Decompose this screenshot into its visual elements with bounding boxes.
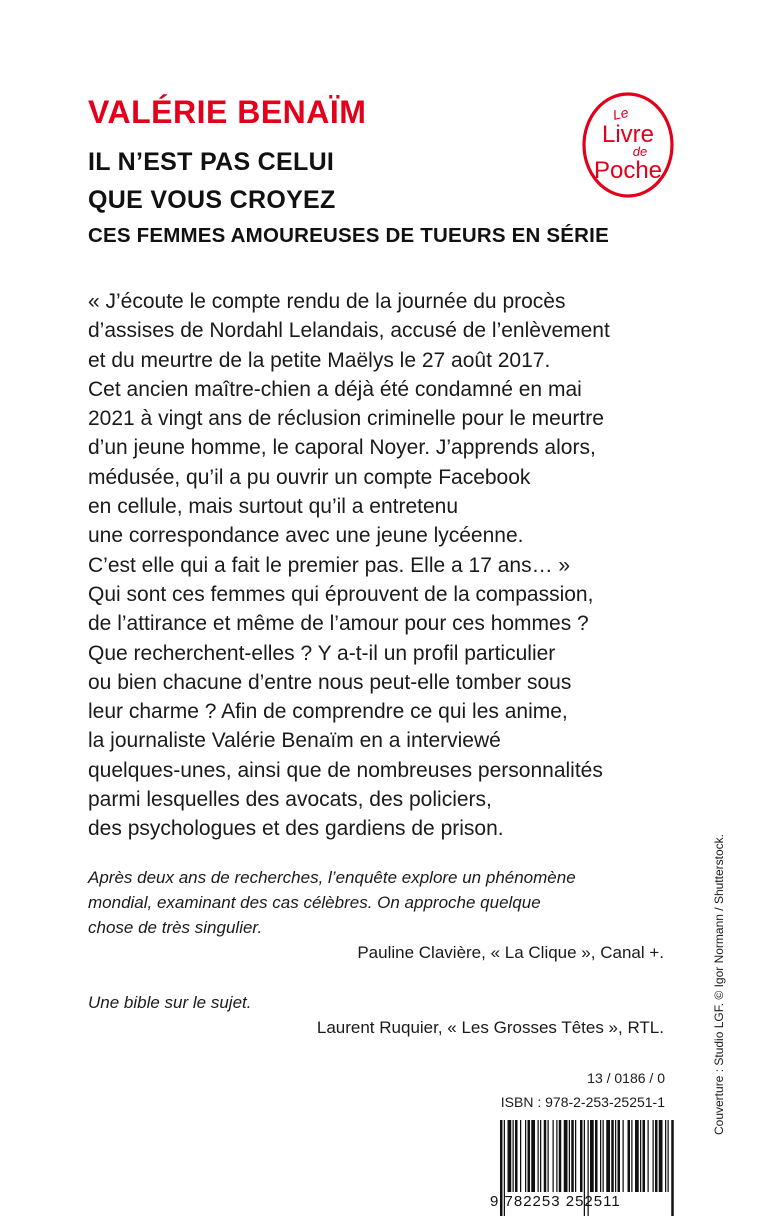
barcode-bar — [659, 1120, 663, 1192]
quote-text-line: chose de très singulier. — [88, 918, 263, 937]
blurb-line: la journaliste Valérie Benaïm en a interviewé — [88, 729, 501, 753]
barcode-bar — [531, 1120, 535, 1192]
blurb-line: d’un jeune homme, le caporal Noyer. J’apprends alors, — [88, 436, 596, 460]
blurb-line: leur charme ? Afin de comprendre ce qui les anime, — [88, 700, 568, 724]
blurb-line: médusée, qu’il a pu ouvrir un compte Facebook — [88, 465, 531, 489]
barcode-bar — [569, 1120, 570, 1192]
quote-attribution: Pauline Clavière, « La Clique », Canal +. — [357, 943, 664, 962]
barcode-digits: 9 782253 252511 — [490, 1193, 621, 1210]
logo-text-le: Le — [611, 104, 630, 123]
barcode-bar — [544, 1120, 547, 1192]
blurb-line: d’assises de Nordahl Lelandais, accusé de l’enlèvement — [88, 319, 610, 343]
quote-text-line: Après deux ans de recherches, l’enquête explore un phénomène — [88, 868, 576, 887]
isbn-number: ISBN : 978-2-253-25251-1 — [500, 1094, 665, 1110]
blurb-line: ou bien chacune d’entre nous peut-elle tomber sous — [88, 670, 572, 694]
barcode-bar — [671, 1120, 674, 1216]
barcode-bar — [540, 1120, 541, 1192]
logo-text-poche: Poche — [593, 157, 663, 184]
barcode-bar — [603, 1120, 604, 1192]
barcode-bar — [513, 1120, 514, 1192]
barcode-bar — [564, 1120, 568, 1192]
barcode-bar — [655, 1120, 658, 1192]
author-name: VALÉRIE BENAÏM — [88, 94, 367, 130]
livre-de-poche-logo — [578, 90, 678, 200]
barcode-bar — [606, 1120, 610, 1192]
barcode-bar — [575, 1120, 576, 1192]
blurb-line: et du meurtre de la petite Maëlys le 27 août 2017. — [88, 348, 551, 372]
barcode-bar — [525, 1120, 526, 1192]
blurb-line: 2021 à vingt ans de réclusion criminelle pour le meurtre — [88, 407, 604, 431]
barcode-bar — [553, 1120, 554, 1192]
barcode-bar — [515, 1120, 518, 1192]
blurb-line: une correspondance avec une jeune lycéenne. — [88, 524, 524, 548]
barcode-bar — [571, 1120, 574, 1192]
blurb-line: C’est elle qui a fait le premier pas. Elle a 17 ans… » — [88, 553, 571, 577]
barcode-bar — [538, 1120, 539, 1192]
barcode-bar — [548, 1120, 549, 1192]
barcode-bar — [648, 1120, 649, 1192]
blurb-line: Qui sont ces femmes qui éprouvent de la compassion, — [88, 582, 594, 606]
press-quote-1 — [88, 865, 688, 965]
barcode-bar — [559, 1120, 562, 1192]
reference-code: 13 / 0186 / 0 — [587, 1070, 665, 1086]
barcode-bar — [590, 1120, 594, 1192]
blurb-line: Que recherchent-elles ? Y a-t-il un profil particulier — [88, 641, 556, 665]
barcode-bar — [640, 1120, 641, 1192]
cover-credit: Couverture : Studio LGF. © Igor Normann / Shutterstock. — [712, 834, 726, 1135]
barcode-bar — [520, 1120, 521, 1192]
quote-text-line: mondial, examinant des cas célèbres. On approche quelque — [88, 893, 541, 912]
barcode-bar — [556, 1120, 557, 1192]
barcode-bar — [528, 1120, 531, 1192]
barcode-bar — [643, 1120, 646, 1192]
blurb-line: des psychologues et des gardiens de prison. — [88, 817, 504, 841]
barcode-bar — [665, 1120, 666, 1192]
blurb-line: de l’attirance et même de l’amour pour ces hommes ? — [88, 612, 589, 636]
barcode-bar — [611, 1120, 614, 1192]
barcode-bar — [600, 1120, 601, 1192]
book-title-line-1: IL N’EST PAS CELUI — [88, 148, 335, 176]
logo-text-livre: Livre — [601, 121, 655, 148]
barcode-bar — [618, 1120, 621, 1192]
blurb-line: « J’écoute le compte rendu de la journée du procès — [88, 290, 566, 313]
quote-text-line: Une bible sur le sujet. — [88, 993, 252, 1012]
barcode-bar — [615, 1120, 616, 1192]
barcode-bar — [580, 1120, 583, 1192]
barcode-bar — [653, 1120, 654, 1192]
blurb-line: parmi lesquelles des avocats, des policiers, — [88, 788, 492, 812]
barcode-bar — [595, 1120, 598, 1192]
barcode-bar — [623, 1120, 624, 1192]
barcode-bar — [628, 1120, 631, 1192]
blurb-line: en cellule, mais surtout qu’il a entretenu — [88, 495, 459, 519]
back-cover-blurb — [88, 287, 708, 844]
barcode-bar — [668, 1120, 669, 1192]
quote-attribution: Laurent Ruquier, « Les Grosses Têtes », RTL. — [316, 1018, 664, 1037]
blurb-line: quelques-unes, ainsi que de nombreuses personnalités — [88, 758, 603, 782]
barcode-bar — [631, 1120, 632, 1192]
barcode-bar — [508, 1120, 512, 1192]
press-quote-2 — [88, 990, 688, 1040]
book-title-line-2: QUE VOUS CROYEZ — [88, 186, 336, 214]
book-subtitle: CES FEMMES AMOUREUSES DE TUEURS EN SÉRIE — [88, 224, 609, 247]
publication-codes — [501, 1066, 665, 1114]
barcode-bar — [635, 1120, 639, 1192]
blurb-line: Cet ancien maître-chien a déjà été condamné en mai — [88, 377, 582, 401]
logo-text-de: de — [632, 144, 648, 159]
